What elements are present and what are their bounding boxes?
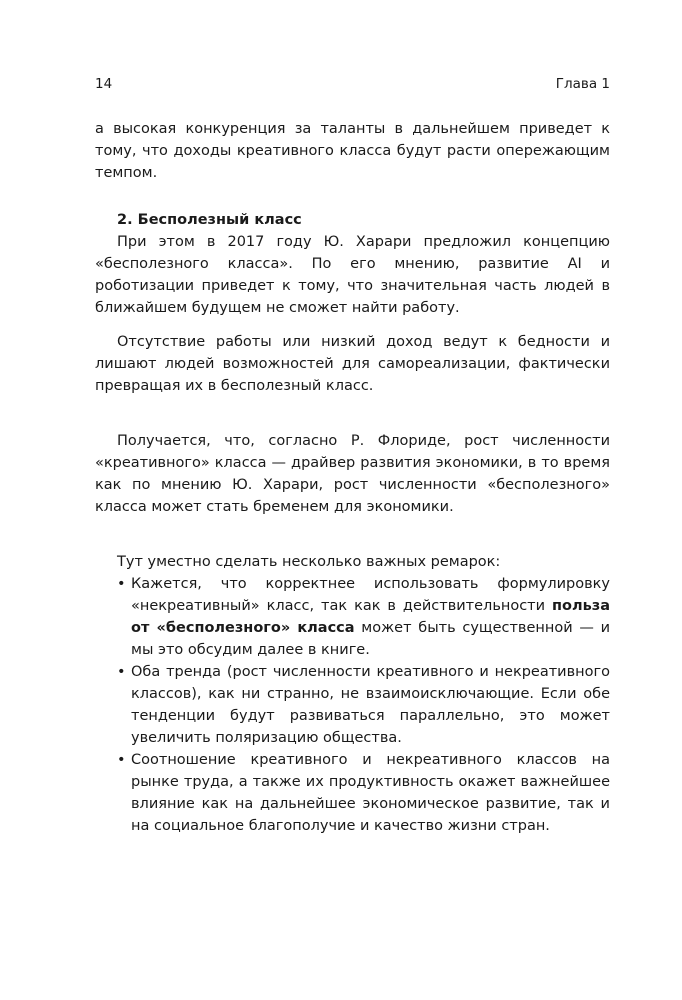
bullet-text — [117, 573, 610, 661]
body-text — [95, 118, 610, 837]
bullet-icon: • — [117, 752, 126, 768]
intro-paragraph: а высокая конкуренция за таланты в дальнейшем приведет к тому, что доходы креативного класса будут расти опережающим темпом. — [95, 121, 610, 181]
bullet-icon: • — [117, 576, 126, 592]
paragraph-comparison: Получается, что, согласно Р. Флориде, рост численности «креативного» класса — драйвер развития экономики, в то время как по мнению Ю. Харари, рост численности «бесполезного» класса может стать бременем для экономики. — [95, 433, 610, 515]
remarks-list — [95, 573, 610, 837]
bullet-text: Соотношение креативного и некреативного классов на рынке труда, а также их продуктивность окажет важнейшее влияние как на дальнейшее экономическое развитие, так и на социальное благополучие и качество жизни стран. — [131, 752, 610, 834]
list-item — [95, 749, 610, 837]
page-number: 14 — [95, 76, 113, 92]
bullet-text-part: может быть существенной — и мы это обсудим далее в книге. — [131, 620, 610, 658]
section-heading: 2. Бесполезный класс — [117, 212, 302, 228]
bullet-icon: • — [117, 664, 126, 680]
chapter-label: Глава 1 — [555, 76, 610, 92]
running-header — [95, 76, 610, 96]
bold-phrase: польза от «бесполезного» класса — [131, 598, 610, 636]
list-item — [95, 573, 610, 661]
bullet-text: Оба тренда (рост численности креативного и некреативного классов), как ни странно, не взаимоисключающие. Если обе тенденции будут развиваться параллельно, это может увеличить поляризацию общества. — [131, 664, 610, 746]
bullet-text-part: Кажется, что корректнее использовать формулировку «некреативный» класс, так как в действительности — [131, 576, 610, 614]
remarks-intro: Тут уместно сделать несколько важных ремарок: — [117, 554, 501, 570]
paragraph-unemployment: Отсутствие работы или низкий доход ведут к бедности и лишают людей возможностей для самореализации, фактически превращая их в бесполезный класс. — [95, 334, 610, 394]
list-item — [95, 661, 610, 749]
paragraph-harari-concept: При этом в 2017 году Ю. Харари предложил концепцию «бесполезного класса». По его мнению, развитие AI и роботизации приведет к тому, что значительная часть людей в ближайшем будущем не сможет найти работу. — [95, 234, 610, 316]
